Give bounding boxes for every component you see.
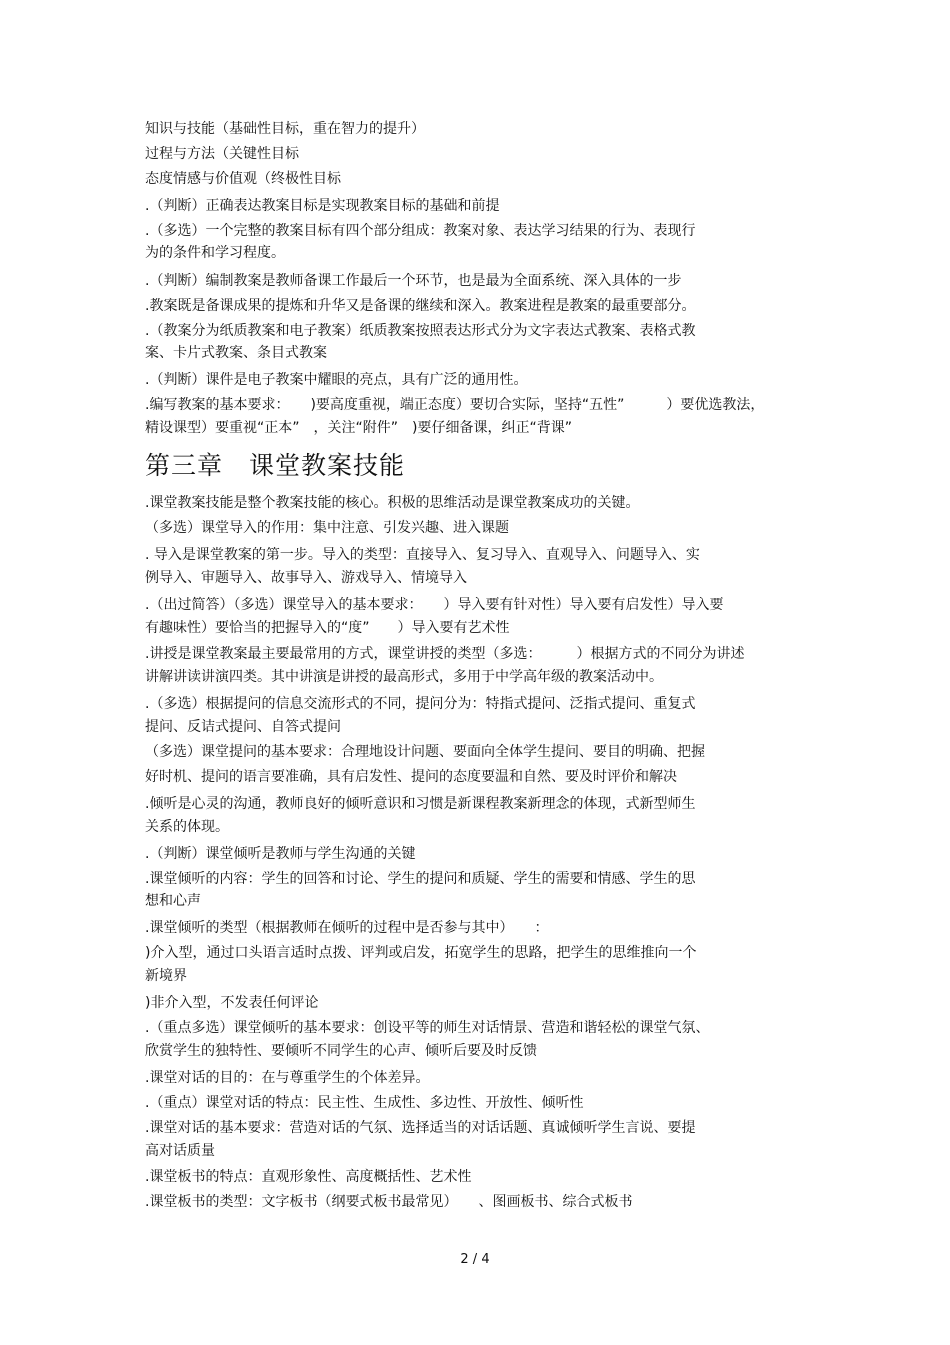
text-line: .课堂教案技能是整个教案技能的核心。积极的思维活动是课堂教案成功的关键。 (145, 495, 640, 511)
text-line: 关系的体现。 (145, 819, 229, 835)
text-line: 欣赏学生的独特性、要倾听不同学生的心声、倾听后要及时反馈 (145, 1043, 537, 1059)
text-line: .（判断）课件是电子教案中耀眼的亮点，具有广泛的通用性。 (145, 372, 528, 388)
text-line: （多选）课堂提问的基本要求：合理地设计问题、要面向全体学生提问、要目的明确、把握 (145, 744, 705, 760)
text-line: .课堂板书的类型：文字板书（纲要式板书最常见） 、图画板书、综合式板书 (145, 1194, 633, 1210)
text-line: .（重点多选）课堂倾听的基本要求：创设平等的师生对话情景、营造和谐轻松的课堂气氛、 (145, 1020, 710, 1036)
chapter-title: 第三章 课堂教案技能 (145, 451, 406, 480)
page-number: 2 / 4 (460, 1252, 490, 1267)
text-line: .（重点）课堂对话的特点：民主性、生成性、多边性、开放性、倾听性 (145, 1095, 584, 1111)
text-line: （多选）课堂导入的作用：集中注意、引发兴趣、进入课题 (145, 520, 509, 536)
text-line: 有趣味性）要恰当的把握导入的“度” ）导入要有艺术性 (145, 620, 510, 636)
text-line: 好时机、提问的语言要准确，具有启发性、提问的态度要温和自然、要及时评价和解决 (145, 769, 677, 785)
text-line: 想和心声 (145, 893, 201, 909)
text-line: )非介入型，不发表任何评论 (145, 995, 319, 1011)
text-line: 例导入、审题导入、故事导入、游戏导入、情境导入 (145, 570, 467, 586)
text-line: .课堂对话的基本要求：营造对话的气氛、选择适当的对话话题、真诚倾听学生言说、要提 (145, 1120, 696, 1136)
text-line: .讲授是课堂教案最主要最常用的方式，课堂讲授的类型（多选： ）根据方式的不同分为讲述 (145, 646, 745, 662)
text-line: .课堂对话的目的：在与尊重学生的个体差异。 (145, 1070, 430, 1086)
text-line: 知识与技能（基础性目标，重在智力的提升） (145, 121, 425, 137)
text-line: .（多选）一个完整的教案目标有四个部分组成：教案对象、表达学习结果的行为、表现行 (145, 223, 696, 239)
text-line: .课堂倾听的类型（根据教师在倾听的过程中是否参与其中） ： (145, 920, 549, 936)
text-line: 过程与方法（关键性目标 (145, 146, 299, 162)
text-line: 新境界 (145, 968, 187, 984)
text-line: .（判断）编制教案是教师备课工作最后一个环节，也是最为全面系统、深入具体的一步 (145, 273, 682, 289)
text-line: .（出过简答）（多选）课堂导入的基本要求： ）导入要有针对性）导入要有启发性）导入要 (145, 597, 724, 613)
text-line: .编写教案的基本要求： )要高度重视，端正态度）要切合实际，坚持“五性” ）要优选教法， (145, 397, 765, 413)
text-line: .（多选）根据提问的信息交流形式的不同，提问分为：特指式提问、泛指式提问、重复式 (145, 696, 696, 712)
text-line: . 导入是课堂教案的第一步。导入的类型：直接导入、复习导入、直观导入、问题导入、实 (145, 547, 700, 563)
text-line: )介入型，通过口头语言适时点拨、评判或启发，拓宽学生的思路，把学生的思维推向一个 (145, 945, 697, 961)
text-line: 为的条件和学习程度。 (145, 245, 285, 261)
text-line: .（教案分为纸质教案和电子教案）纸质教案按照表达形式分为文字表达式教案、表格式教 (145, 323, 696, 339)
text-line: 高对话质量 (145, 1143, 215, 1159)
text-line: 精设课型）要重视“正本” ，关注“附件” )要仔细备课，纠正“背课” (145, 420, 572, 436)
text-line: .课堂倾听的内容：学生的回答和讨论、学生的提问和质疑、学生的需要和情感、学生的思 (145, 871, 696, 887)
text-line: 案、卡片式教案、条目式教案 (145, 345, 327, 361)
text-line: .课堂板书的特点：直观形象性、高度概括性、艺术性 (145, 1169, 472, 1185)
text-line: .（判断）正确表达教案目标是实现教案目标的基础和前提 (145, 198, 500, 214)
text-line: 讲解讲读讲演四类。其中讲演是讲授的最高形式，多用于中学高年级的教案活动中。 (145, 669, 663, 685)
text-line: 态度情感与价值观（终极性目标 (145, 171, 341, 187)
text-line: .倾听是心灵的沟通，教师良好的倾听意识和习惯是新课程教案新理念的体现，式新型师生 (145, 796, 696, 812)
text-line: .（判断）课堂倾听是教师与学生沟通的关键 (145, 846, 416, 862)
text-line: 提问、反诘式提问、自答式提问 (145, 719, 341, 735)
text-line: .教案既是备课成果的提炼和升华又是备课的继续和深入。教案进程是教案的最重要部分。 (145, 298, 696, 314)
